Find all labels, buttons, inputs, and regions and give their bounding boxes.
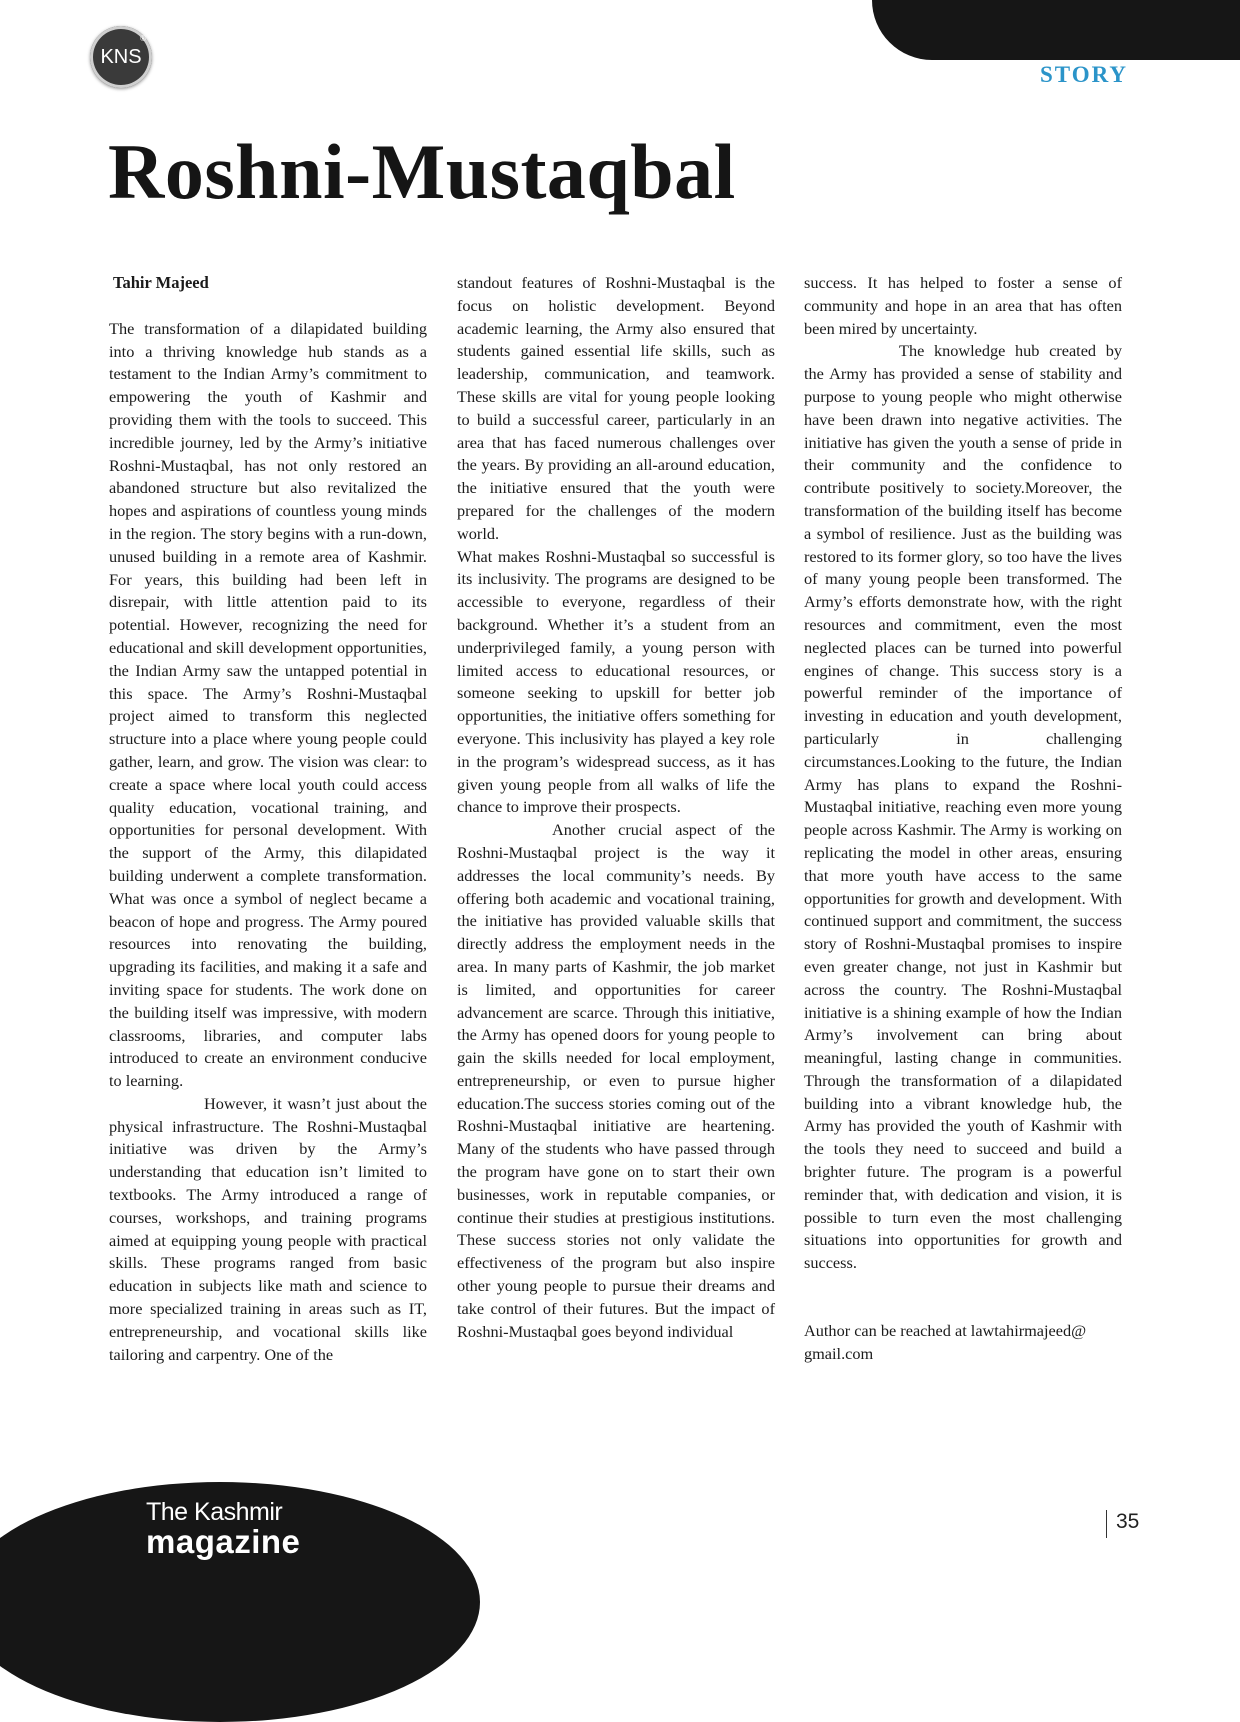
magazine-logo-line2: magazine [146, 1523, 301, 1560]
body-paragraph: What makes Roshni-Mustaqbal so successful is its inclusivity. The programs are designed to be accessible to everyone, regardless of their background. Whether it’s a student from an underprivileged family, a young person with limited access to educational resources, or someone seeking to upskill for better job opportunities, the initiative offers something for everyone. This inclusivity has played a key role in the program’s widespread success, as it has given young people from all walks of life the chance to improve their prospects. [457, 546, 775, 817]
section-label: STORY [1040, 62, 1129, 87]
body-paragraph: However, it wasn’t just about the physical infrastructure. The Roshni-Mustaqbal initiative was driven by the Army’s understanding that education isn’t limited to textbooks. The Army introduced a range of courses, workshops, and training programs aimed at equipping young people with practical skills. These programs ranged from basic education in subjects like math and science to more specialized training in areas such as IT, entrepreneurship, and vocational skills like tailoring and carpentry. One of the [109, 1093, 427, 1364]
body-paragraph: The knowledge hub created by the Army has provided a sense of stability and purpose to young people who might otherwise have been drawn into negative activities. The initiative has given the youth a sense of pride in their community and the confidence to contribute positively to society.Moreover, the transformation of the building itself has become a symbol of resilience. Just as the building was restored to its former glory, so too have the lives of many young people been transformed. The Army’s efforts demonstrate how, with the right resources and commitment, even the most neglected places can be turned into powerful engines of change. This success story is a powerful reminder of the importance of investing in education and youth development, particularly in challenging circumstances.Looking to the future, the Indian Army has plans to expand the Roshni-Mustaqbal initiative, reaching even more young people across Kashmir. The Army is working on replicating the model in other areas, ensuring that more youth have access to the same opportunities for growth and development. With continued support and commitment, the success story of Roshni-Mustaqbal promises to inspire even greater change, not just in Kashmir but across the country. The Roshni-Mustaqbal initiative is a shining example of how the Indian Army’s involvement can bring about meaningful, lasting change in communities. Through the transformation of a dilapidated building into a vibrant knowledge hub, the Army has provided the youth of Kashmir with the tools they need to succeed and build a brighter future. The program is a powerful reminder that, with dedication and vision, it is possible to turn even the most challenging situations into opportunities for growth and success. [804, 341, 1122, 1273]
author-contact-note: Author can be reached at lawtahirmajeed@ gmail.com [804, 1321, 1087, 1363]
article-column-2 [457, 272, 775, 1343]
article-column-3 [804, 272, 1122, 1366]
body-paragraph: The transformation of a dilapidated building into a thriving knowledge hub stands as a testament to the Indian Army’s commitment to empowering the youth of Kashmir and providing them with the tools to succeed. This incredible journey, led by the Army’s initiative Roshni-Mustaqbal, has not only restored an abandoned structure but also revitalized the hopes and aspirations of countless young minds in the region. The story begins with a run-down, unused building in a remote area of Kashmir. For years, this building had been left in disrepair, with little attention paid to its potential. However, recognizing the need for educational and skill development opportunities, the Indian Army saw the untapped potential in this space. The Army’s Roshni-Mustaqbal project aimed to transform this neglected structure into a place where young people could gather, learn, and grow. The vision was clear: to create a space where local youth could access quality education, vocational training, and opportunities for personal development. With the support of the Army, this dilapidated building underwent a complete transformation. What was once a symbol of neglect became a beacon of hope and progress. The Army poured resources into renovating the building, upgrading its facilities, and making it a safe and inviting space for students. The work done on the building itself was impressive, with modern classrooms, libraries, and computer labs introduced to create an environment conducive to learning. [109, 318, 427, 1091]
registered-mark: ® [140, 34, 146, 43]
kns-logo-text: KNS [100, 45, 142, 68]
header-corner-bar [872, 0, 1240, 60]
body-paragraph: standout features of Roshni-Mustaqbal is the focus on holistic development. Beyond academic learning, the Army also ensured that students gained essential life skills, such as leadership, communication, and teamwork. These skills are vital for young people looking to build a successful career, particularly in an area that has faced numerous challenges over the years. By providing an all-around education, the initiative ensured that the youth were prepared for the challenges of the modern world. [457, 273, 775, 543]
body-paragraph: Another crucial aspect of the Roshni-Mustaqbal project is the way it addresses the local community’s needs. By offering both academic and vocational training, the initiative has provided valuable skills that directly address the employment needs in the area. In many parts of Kashmir, the job market is limited, and opportunities for career advancement are scarce. Through this initiative, the Army has opened doors for young people to gain the skills needed for local employment, entrepreneurship, or even to pursue higher education.The success stories coming out of the Roshni-Mustaqbal initiative are heartening. Many of the students who have passed through the program have gone on to start their own businesses, work in reputable companies, or continue their studies at prestigious institutions. These success stories not only validate the effectiveness of the program but also inspire other young people to pursue their dreams and take control of their futures. But the impact of Roshni-Mustaqbal goes beyond individual [457, 820, 775, 1341]
kns-logo-badge [90, 26, 152, 88]
magazine-logo [146, 1500, 300, 1558]
author-byline: Tahir Majeed [113, 273, 209, 292]
article-title: Roshni-Mustaqbal [108, 128, 736, 215]
body-paragraph: success. It has helped to foster a sense of community and hope in an area that has often been mired by uncertainty. [804, 273, 1122, 338]
article-column-1 [109, 272, 427, 1366]
page-number-divider [1106, 1510, 1107, 1538]
magazine-logo-line1: The Kashmir [146, 1498, 283, 1526]
page-number: 35 [1116, 1510, 1140, 1533]
